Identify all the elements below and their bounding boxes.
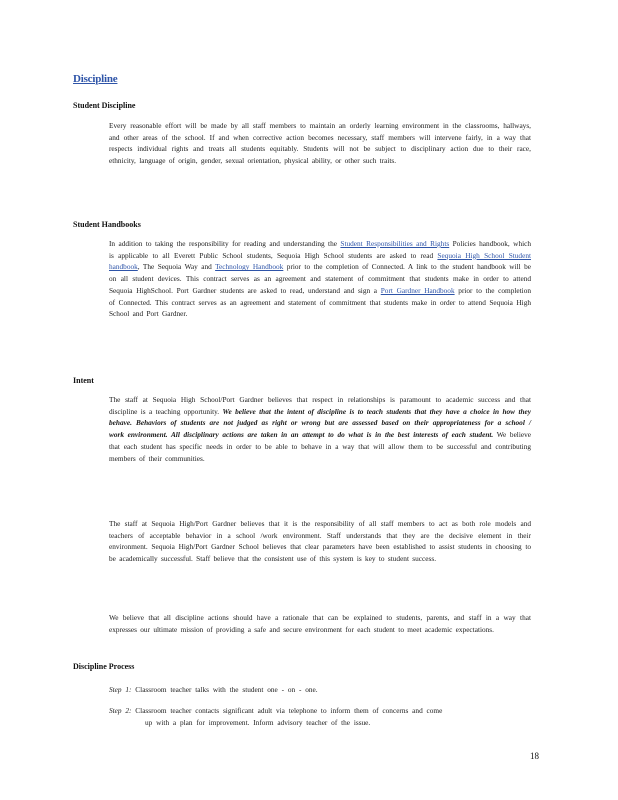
student-responsibilities-link[interactable]: Student Responsibilities and Rights <box>340 239 450 248</box>
step-text-continued: up with a plan for improvement. Inform advisory teacher of the issue. <box>145 717 371 727</box>
step-label: Step 1: <box>109 685 132 694</box>
section-title-student-discipline: Student Discipline <box>73 101 136 110</box>
section-title-student-handbooks: Student Handbooks <box>73 220 141 229</box>
handbooks-text-1: In addition to taking the responsibility for reading and understanding the <box>109 239 341 248</box>
port-gardner-handbook-link[interactable]: Port Gardner Handbook <box>380 285 455 295</box>
intent-text-1a: The staff at Sequoia High School/Port Gardner believes that respect in relationships is paramount to academic success and that discipline is a teaching opportunity. <box>109 395 531 416</box>
step-label: Step 2: <box>109 706 132 715</box>
page-number: 18 <box>530 751 539 761</box>
handbooks-text-4: prior to the completion of Connected. A link to the student handbook will be on all student devices. This contract serves as an agreement and statement of commitment that students make in order to attend Sequoia HighSchool. Port Gardner students are asked to read, understand and sign a <box>109 262 532 295</box>
student-handbooks-paragraph <box>109 238 531 320</box>
intent-paragraph-2: The staff at Sequoia High/Port Gardner believes that it is the responsibility of all staff members to act as both role models and teachers of acceptable behavior in a school /work environment. Staff understands that they are the decisive element in their environment. Sequoia High/Port Gardner School believes that clear parameters have been established to assist students in choosing to be academically successful. Staff believe that the consistent use of this system is key to student success. <box>109 519 531 564</box>
student-discipline-paragraph: Every reasonable effort will be made by all staff members to maintain an orderly learning environment in the classrooms, hallways, and other areas of the school. If and when corrective action becomes necessary, staff members will intervene fairly, in a way that respects individual rights and treats all students equitably. Students will not be subject to disciplinary action due to their race, ethnicity, language of origin, gender, sexual orientation, physical ability, or other such traits. <box>109 121 531 166</box>
intent-text-1c: We believe that each student has specific needs in order to be able to behave in a way that will allow them to be successful and contributing members of their communities. <box>109 430 531 463</box>
technology-handbook-link[interactable]: Technology Handbook <box>215 262 284 272</box>
step-text: Classroom teacher talks with the student one - on - one. <box>135 685 318 694</box>
sequoia-handbook-link[interactable]: Sequoia High School Student handbook <box>109 250 531 272</box>
process-step-1 <box>109 684 531 696</box>
section-title-discipline-process: Discipline Process <box>73 662 135 671</box>
handbooks-text-2: Policies handbook, which is applicable to all Everett Public School students, Sequoia High School students are asked to read <box>109 239 532 260</box>
step-text: Classroom teacher contacts significant adult via telephone to inform them of concerns and come <box>135 706 443 715</box>
intent-paragraph-3: We believe that all discipline actions should have a rationale that can be explained to students, parents, and staff in a way that expresses our ultimate mission of providing a safe and secure environment for each student to meet academic expectations. <box>109 613 531 634</box>
section-title-intent: Intent <box>73 376 94 385</box>
handbooks-text-5: prior to the completion of Connected. This contract serves as an agreement and statement of commitment that students make in order to attend Sequoia High School and Port Gardner. <box>109 285 531 319</box>
handbooks-text-3: , The Sequoia Way and <box>137 262 216 272</box>
page-heading: Discipline <box>73 73 118 85</box>
process-step-2 <box>109 705 531 728</box>
intent-paragraph-1 <box>109 394 531 464</box>
intent-emphasis: We believe that the intent of discipline is to teach students that they have a choice in how they behave. Behaviors of students are not judged as right or wrong but are assessed based on their appropriateness for a school / work environment. All disciplinary actions are taken in an attempt to do what is in the best interests of each student. <box>109 406 532 440</box>
